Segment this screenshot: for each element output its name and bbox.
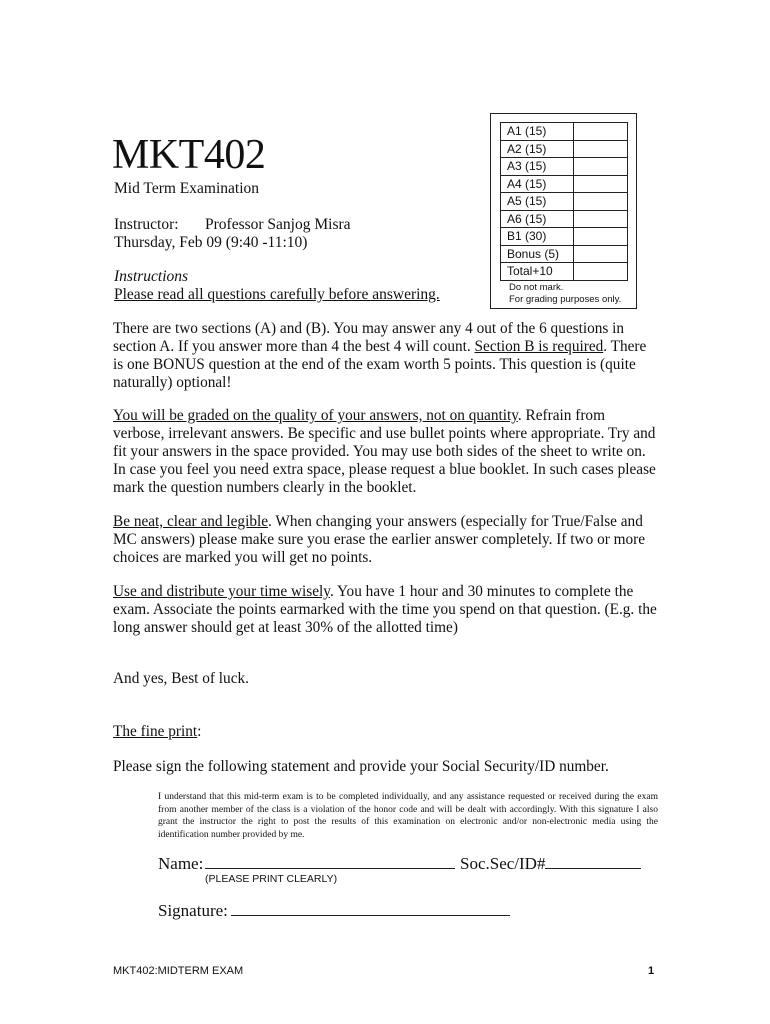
paragraph-text: There are two sections (A) and (B). You may answer any 4 out of the 6 questions in section A. If you answer more than 4 the best 4 will count. (113, 320, 625, 355)
paragraph-sections (113, 320, 658, 392)
paragraph-emphasis: You will be graded on the quality of your answers, not on quantity (113, 407, 518, 424)
grade-row (501, 140, 628, 158)
soc-label: Soc.Sec/ID# (460, 854, 546, 873)
sign-request: Please sign the following statement and provide your Social Security/ID number. (113, 758, 609, 775)
grade-row-label: A5 (15) (501, 193, 574, 211)
instructor-label: Instructor: (114, 216, 179, 233)
paragraph-emphasis: Section B is required (474, 338, 604, 355)
signature-field-line[interactable] (231, 901, 510, 916)
grade-row-value (574, 175, 628, 193)
grading-box (490, 113, 637, 309)
soc-row (460, 854, 641, 874)
exam-date: Thursday, Feb 09 (9:40 -11:10) (114, 234, 308, 251)
exam-subtitle: Mid Term Examination (114, 180, 259, 197)
grade-row (501, 263, 628, 281)
grade-row-value (574, 210, 628, 228)
paragraph-grading (113, 407, 658, 497)
grade-row-label: A3 (15) (501, 158, 574, 176)
fine-print-label: The fine print (113, 723, 198, 740)
grade-row (501, 123, 628, 141)
grade-row (501, 245, 628, 263)
instructor-line (114, 216, 351, 234)
footer-title: MKT402:MIDTERM EXAM (113, 965, 244, 977)
grade-row-label: A4 (15) (501, 175, 574, 193)
grading-note-line1: Do not mark. (509, 282, 564, 293)
grade-row-label: A2 (15) (501, 140, 574, 158)
grade-row-value (574, 245, 628, 263)
course-code-title: MKT402 (112, 132, 266, 178)
grading-note-line2: For grading purposes only. (509, 294, 622, 305)
fine-print-heading (113, 723, 658, 741)
paragraph-text: . Refrain from verbose, irrelevant answers. Be specific and use bullet points where appropriate. Try and fit your answers in the space provided. You may use both sides of the sheet to write on. In case you feel you need extra space, please request a blue booklet. In such cases please mark the question numbers clearly in the booklet. (113, 407, 656, 496)
grading-table (500, 122, 628, 281)
signature-row (158, 901, 510, 921)
grade-row-label: Bonus (5) (501, 245, 574, 263)
name-row (158, 854, 455, 874)
paragraph-emphasis: Be neat, clear and legible (113, 513, 269, 530)
paragraph-neatness (113, 513, 658, 567)
paragraph-emphasis: Use and distribute your time wisely (113, 583, 330, 600)
paragraph-text: . You have 1 hour and 30 minutes to complete the exam. Associate the points earmarked with the time you spend on that question. (E.g. the long answer should get at least 30% of the allotted time) (113, 583, 657, 636)
grade-row-value (574, 140, 628, 158)
name-label: Name: (158, 854, 204, 873)
instructions-heading: Instructions (114, 268, 189, 285)
print-clearly-note: (PLEASE PRINT CLEARLY) (205, 873, 338, 885)
paragraph-luck: And yes, Best of luck. (113, 670, 249, 687)
grade-row-label: A6 (15) (501, 210, 574, 228)
instructions-line: Please read all questions carefully before answering. (114, 286, 440, 303)
grade-row (501, 193, 628, 211)
grade-row-label: A1 (15) (501, 123, 574, 141)
fine-print-colon: : (197, 723, 202, 740)
grade-row-value (574, 228, 628, 246)
page-number: 1 (648, 965, 655, 977)
grade-row-value (574, 158, 628, 176)
grade-row (501, 228, 628, 246)
grading-note (509, 282, 621, 306)
grade-row-value (574, 193, 628, 211)
signature-label: Signature: (158, 901, 228, 920)
paragraph-text: . When changing your answers (especially for True/False and MC answers) please make sure you erase the earlier answer completely. If two or more choices are marked you will get no points. (113, 513, 646, 566)
paragraph-text: . There is one BONUS question at the end of the exam worth 5 points. This question is (quite naturally) optional! (113, 338, 647, 391)
grade-row-label: B1 (30) (501, 228, 574, 246)
grade-row (501, 210, 628, 228)
soc-field-line[interactable] (545, 854, 641, 869)
grade-row (501, 175, 628, 193)
grade-row-label: Total+10 (501, 263, 574, 281)
grade-row (501, 158, 628, 176)
honor-statement: I understand that this mid-term exam is to be completed individually, and any assistance requested or received during the exam from another member of the class is a violation of the honor code and will be dealt with accordingly. With this signature I also grant the instructor the right to post the results of this examination on electronic and/or non-electronic media using the identification number provided by me. (158, 792, 658, 840)
grade-row-value (574, 123, 628, 141)
paragraph-time (113, 583, 658, 637)
instructor-name: Professor Sanjog Misra (205, 216, 351, 233)
name-field-line[interactable] (205, 854, 455, 869)
grade-row-value (574, 263, 628, 281)
